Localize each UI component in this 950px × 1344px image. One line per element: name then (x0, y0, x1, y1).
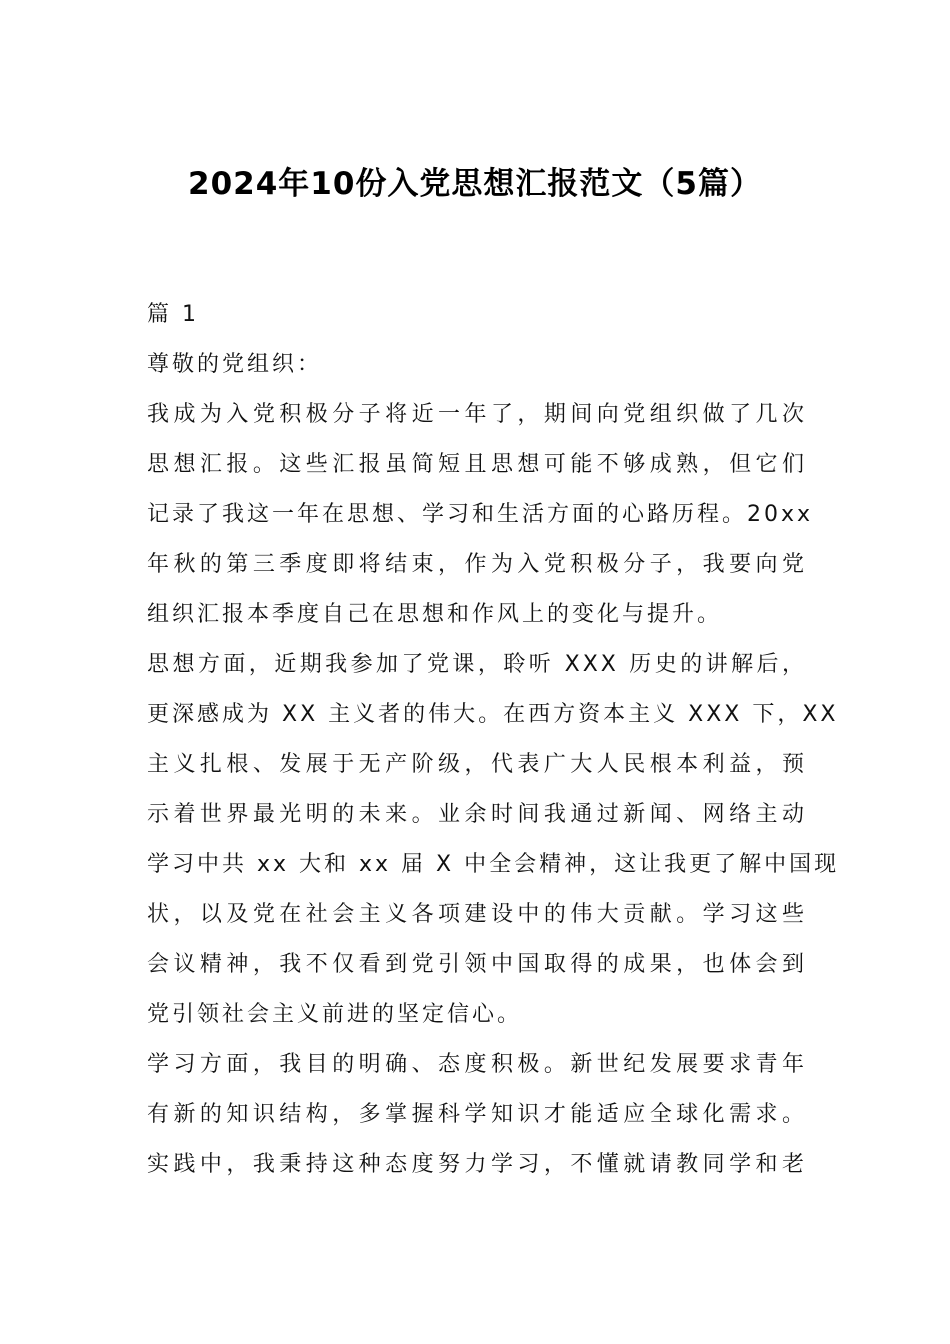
text-line: 示着世界最光明的未来。业余时间我通过新闻、网络主动 (147, 802, 807, 827)
text-line: 学习中共 xx 大和 xx 届 X 中全会精神，这让我更了解中国现 (147, 852, 840, 877)
text-line: 学习方面，我目的明确、态度积极。新世纪发展要求青年 (147, 1052, 807, 1077)
paragraph-2 (147, 648, 840, 1032)
text-line: 实践中，我秉持这种态度努力学习，不懂就请教同学和老 (147, 1152, 807, 1177)
text-line: 状，以及党在社会主义各项建设中的伟大贡献。学习这些 (147, 902, 807, 927)
text-line: 组织汇报本季度自己在思想和作风上的变化与提升。 (147, 602, 723, 627)
text-line: 会议精神，我不仅看到党引领中国取得的成果，也体会到 (147, 952, 807, 977)
text-line: 思想汇报。这些汇报虽简短且思想可能不够成熟，但它们 (147, 452, 807, 477)
text-line: 更深感成为 XX 主义者的伟大。在西方资本主义 XXX 下，XX (147, 702, 839, 727)
text-line: 党引领社会主义前进的坚定信心。 (147, 1002, 523, 1027)
section-label: 篇 1 (147, 302, 199, 327)
document-body (147, 298, 840, 1182)
text-line: 主义扎根、发展于无产阶级，代表广大人民根本利益，预 (147, 752, 807, 777)
text-line: 有新的知识结构，多掌握科学知识才能适应全球化需求。 (147, 1102, 807, 1127)
text-line: 我成为入党积极分子将近一年了，期间向党组织做了几次 (147, 402, 807, 427)
paragraph-1 (147, 398, 814, 632)
salutation: 尊敬的党组织： (147, 352, 323, 377)
document-title: 2024年10份入党思想汇报范文（5篇） (188, 166, 762, 202)
text-line: 年秋的第三季度即将结束，作为入党积极分子，我要向党 (147, 552, 807, 577)
paragraph-3 (147, 1048, 807, 1182)
text-line: 思想方面，近期我参加了党课，聆听 XXX 历史的讲解后， (147, 652, 807, 677)
text-line: 记录了我这一年在思想、学习和生活方面的心路历程。20xx (147, 502, 814, 527)
